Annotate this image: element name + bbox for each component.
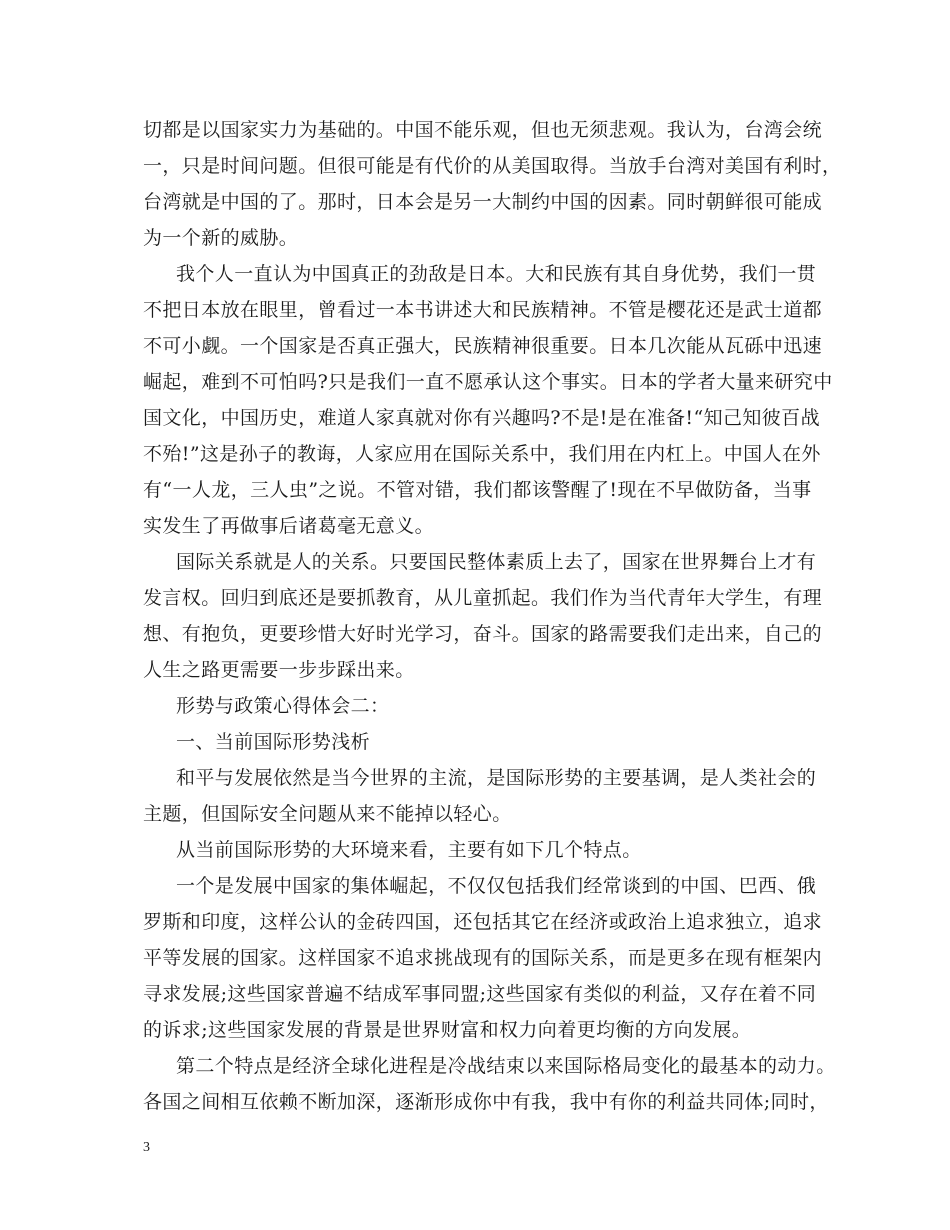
- text-line: 的诉求;这些国家发展的背景是世界财富和权力向着更均衡的方向发展。: [143, 1019, 752, 1041]
- text-line: 罗斯和印度，这样公认的金砖四国，还包括其它在经济或政治上追求独立，追求: [143, 911, 823, 933]
- text-line: 一个是发展中国家的集体崛起，不仅仅包括我们经常谈到的中国、巴西、俄: [176, 875, 817, 897]
- text-line: 一，只是时间问题。但很可能是有代价的从美国取得。当放手台湾对美国有利时，: [143, 155, 842, 177]
- text-line: 崛起，难到不可怕吗?只是我们一直不愿承认这个事实。日本的学者大量来研究中: [143, 371, 833, 393]
- body-text: [143, 112, 842, 1120]
- subsection-heading: 一、当前国际形势浅析: [176, 731, 371, 753]
- text-line: 切都是以国家实力为基础的。中国不能乐观，但也无须悲观。我认为，台湾会统: [143, 119, 823, 141]
- text-line: 台湾就是中国的了。那时，日本会是另一大制约中国的因素。同时朝鲜很可能成: [143, 191, 823, 213]
- text-line: 不可小觑。一个国家是否真正强大，民族精神很重要。日本几次能从瓦砾中迅速: [143, 335, 823, 357]
- text-line: 为一个新的威胁。: [143, 227, 299, 249]
- page-number: 3: [143, 1140, 150, 1155]
- text-line: 和平与发展依然是当今世界的主流，是国际形势的主要基调，是人类社会的: [176, 767, 817, 789]
- section-heading: 形势与政策心得体会二：: [176, 695, 390, 717]
- text-line: 主题，但国际安全问题从来不能掉以轻心。: [143, 803, 512, 825]
- text-line: 实发生了再做事后诸葛毫无意义。: [143, 515, 435, 537]
- text-line: 不殆!”这是孙子的教诲，人家应用在国际关系中，我们用在内杠上。中国人在外: [143, 443, 821, 465]
- text-line: 第二个特点是经济全球化进程是冷战结束以来国际格局变化的最基本的动力。: [176, 1055, 836, 1077]
- text-line: 从当前国际形势的大环境来看，主要有如下几个特点。: [176, 839, 642, 861]
- text-line: 我个人一直认为中国真正的劲敌是日本。大和民族有其自身优势，我们一贯: [176, 263, 817, 285]
- text-line: 发言权。回归到底还是要抓教育，从儿童抓起。我们作为当代青年大学生，有理: [143, 587, 823, 609]
- text-line: 想、有抱负，更要珍惜大好时光学习，奋斗。国家的路需要我们走出来，自己的: [143, 623, 823, 645]
- text-line: 不把日本放在眼里，曾看过一本书讲述大和民族精神。不管是樱花还是武士道都: [143, 299, 823, 321]
- text-line: 寻求发展;这些国家普遍不结成军事同盟;这些国家有类似的利益，又存在着不同: [143, 983, 817, 1005]
- text-line: 各国之间相互依赖不断加深，逐渐形成你中有我，我中有你的利益共同体;同时，: [143, 1091, 829, 1113]
- text-line: 有“一人龙，三人虫”之说。不管对错，我们都该警醒了!现在不早做防备，当事: [143, 479, 812, 501]
- text-line: 国文化，中国历史，难道人家真就对你有兴趣吗?不是!是在准备!“知己知彼百战: [143, 407, 820, 429]
- text-line: 人生之路更需要一步步踩出来。: [143, 659, 415, 681]
- text-line: 平等发展的国家。这样国家不追求挑战现有的国际关系，而是更多在现有框架内: [143, 947, 823, 969]
- text-line: 国际关系就是人的关系。只要国民整体素质上去了，国家在世界舞台上才有: [176, 551, 817, 573]
